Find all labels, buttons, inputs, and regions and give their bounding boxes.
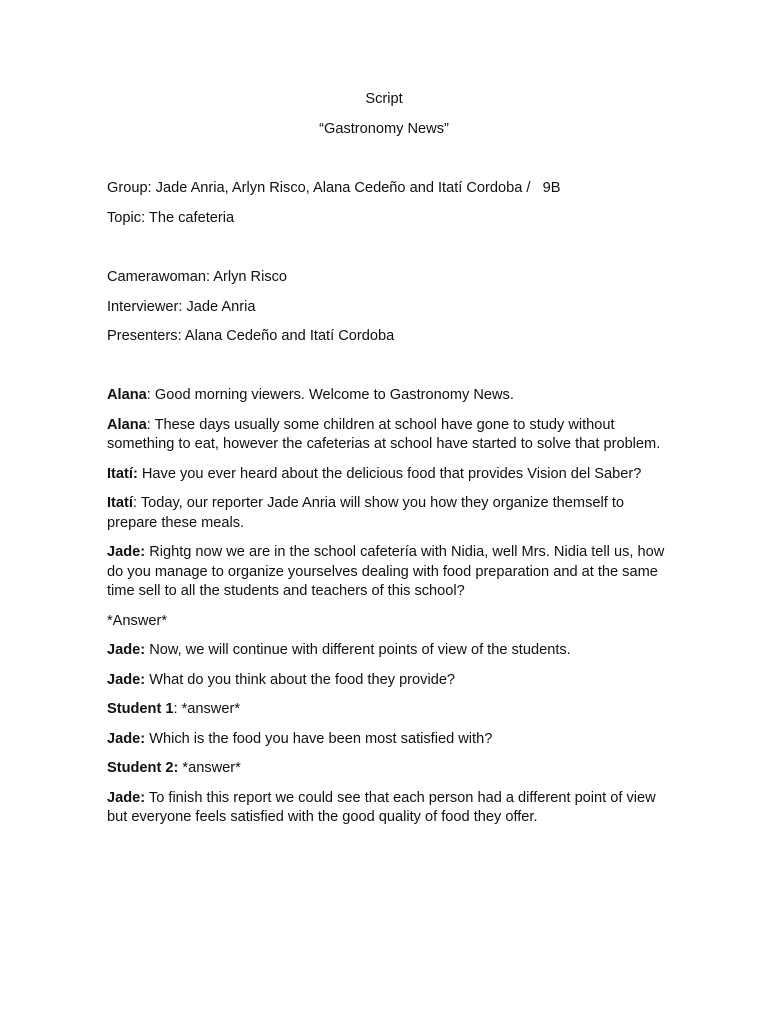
dialogue-text: What do you think about the food they provide? — [149, 671, 456, 688]
dialogue-text: Have you ever heard about the delicious food that provides Vision del Saber? — [141, 465, 642, 482]
dialogue-text: Rightg now we are in the school cafetería with Nidia, well Mrs. Nidia tell us, how do you manage to organize yourselves dealing with food preparation and at the same time sell to all the students and teachers of this school? — [107, 544, 665, 599]
speaker-name: Alana — [107, 387, 147, 403]
dialogue-line — [107, 543, 667, 602]
script-subtitle: “Gastronomy News” — [319, 121, 449, 137]
dialogue-text: These days usually some children at school have gone to study without something to eat, however the cafeterias at school have started to solve that problem. — [107, 416, 661, 452]
speaker-separator: : — [146, 416, 155, 433]
dialogue-line — [107, 612, 667, 632]
dialogue-text: *Answer* — [107, 612, 168, 629]
dialogue-line — [107, 641, 667, 661]
dialogue-text: Now, we will continue with different points of view of the students. — [149, 642, 571, 658]
group-info — [107, 179, 667, 239]
role-interviewer: Interviewer: Jade Anria — [107, 298, 256, 315]
dialogue-text: Which is the food you have been most satisfied with? — [149, 730, 493, 747]
dialogue-line — [107, 416, 667, 455]
topic-line: Topic: The cafeteria — [107, 210, 235, 226]
speaker-name: Student 2: — [107, 760, 179, 776]
speaker-name: Jade: — [107, 730, 146, 747]
dialogue-line — [107, 465, 667, 485]
speaker-name: Itatí — [107, 495, 133, 511]
speaker-name: Alana — [107, 416, 147, 433]
dialogue-text: Today, our reporter Jade Anria will show you how they organize themself to prepare these meals. — [107, 495, 625, 531]
roles-list — [107, 268, 667, 357]
speaker-separator: : — [173, 701, 182, 717]
dialogue-line — [107, 386, 667, 406]
script-title: Script — [365, 91, 403, 107]
dialogue-line — [107, 759, 667, 779]
speaker-name: Jade: — [107, 642, 146, 658]
dialogue-line — [107, 494, 667, 533]
dialogue-line — [107, 730, 667, 750]
dialogue-text: To finish this report we could see that each person had a different point of view but everyone feels satisfied with the good quality of food they offer. — [107, 789, 656, 825]
dialogue-line — [107, 789, 667, 828]
dialogue-text: *answer* — [181, 701, 240, 717]
speaker-name: Jade: — [107, 789, 146, 806]
dialogue — [107, 386, 667, 838]
speaker-name: Student 1 — [107, 701, 174, 717]
speaker-name: Itatí: — [107, 465, 138, 482]
dialogue-text: Good morning viewers. Welcome to Gastronomy News. — [154, 387, 514, 403]
speaker-name: Jade: — [107, 544, 146, 560]
dialogue-line — [107, 671, 667, 691]
role-camerawoman: Camerawoman: Arlyn Risco — [107, 269, 288, 285]
group-line: Group: Jade Anria, Arlyn Risco, Alana Cedeño and Itatí Cordoba / 9B — [107, 180, 561, 196]
dialogue-line — [107, 700, 667, 720]
speaker-separator: : — [146, 387, 155, 403]
dialogue-text: *answer* — [182, 760, 241, 776]
role-presenters: Presenters: Alana Cedeño and Itatí Cordoba — [107, 328, 395, 344]
speaker-name: Jade: — [107, 671, 146, 688]
speaker-separator: : — [132, 495, 141, 511]
